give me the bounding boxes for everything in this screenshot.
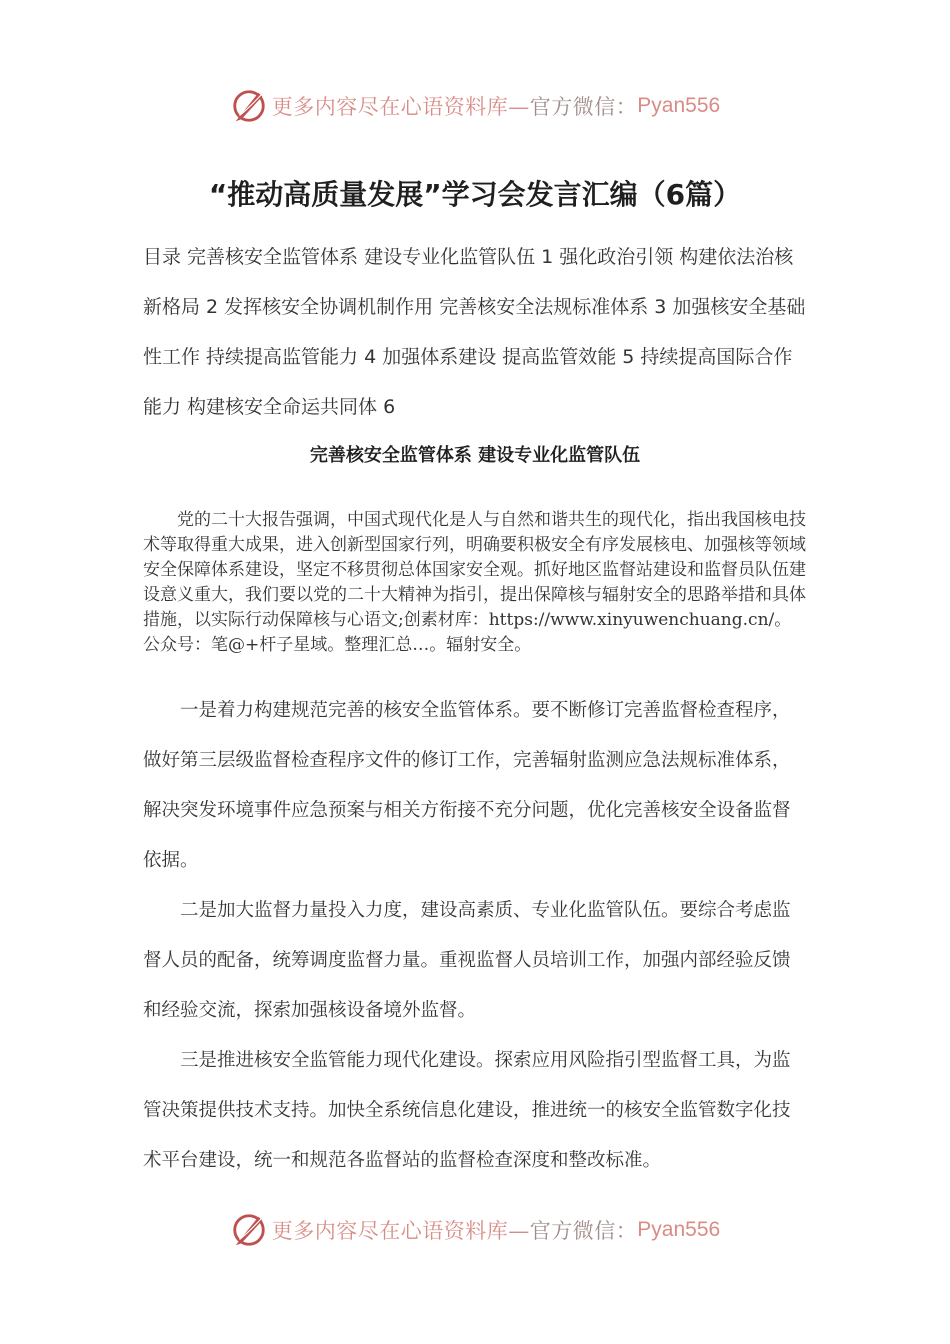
banner-wechat-label: 官方微信： xyxy=(529,95,638,119)
intro-paragraph: 党的二十大报告强调，中国式现代化是人与自然和谐共生的现代化，指出我国核电技术等取得重大成果，进入创新型国家行列，明确要积极安全有序发展核电、加强核等领域安全保障体系建设，坚定不移贯彻总体国家安全观。抓好地区监督站建设和监督员队伍建设意义重大，我们要以党的二十大精神为指引，提出保障核与辐射安全的思路举措和具体措施，以实际行动保障核与心语文;创素材库：https://www.xinyuwenchuang.cn/。公众号：笔@+杆子星域。整理汇总…。辐射安全。 xyxy=(143,510,806,655)
section-heading: 完善核安全监管体系 建设专业化监管队伍 xyxy=(309,445,641,466)
quill-logo-icon xyxy=(230,1211,268,1249)
table-of-contents: 目录 完善核安全监管体系 建设专业化监管队伍 1 强化政治引领 构建依法治核新格局 2 发挥核安全协调机制作用 完善核安全法规标准体系 3 加强核安全基础性工作 持续提高监管能力 4 加强体系建设 提高监管效能 5 持续提高国际合作能力 构建核安全命运共同体 6 xyxy=(143,246,806,418)
header-banner xyxy=(0,84,950,128)
quill-logo-icon xyxy=(230,87,268,125)
footer-wechat-label: 官方微信： xyxy=(529,1219,638,1243)
document-title: “推动高质量发展”学习会发言汇编（6篇） xyxy=(208,178,742,211)
paragraph-point-3: 三是推进核安全监管能力现代化建设。探索应用风险指引型监督工具，为监管决策提供技术支持。加快全系统信息化建设，推进统一的核安全监管数字化技术平台建设，统一和规范各监督站的监督检查深度和整改标准。 xyxy=(143,1050,791,1171)
footer-banner xyxy=(0,1208,950,1252)
banner-wechat-id: Pyan556 xyxy=(637,94,721,117)
footer-slogan: 更多内容尽在心语资料库— xyxy=(271,1219,530,1243)
paragraph-point-1: 一是着力构建规范完善的核安全监管体系。要不断修订完善监督检查程序，做好第三层级监督检查程序文件的修订工作，完善辐射监测应急法规标准体系，解决突发环境事件应急预案与相关方衔接不充分问题，优化完善核安全设备监督依据。 xyxy=(143,700,791,871)
banner-slogan: 更多内容尽在心语资料库— xyxy=(271,95,530,119)
footer-wechat-id: Pyan556 xyxy=(637,1218,721,1241)
paragraph-point-2: 二是加大监督力量投入力度，建设高素质、专业化监管队伍。要综合考虑监督人员的配备，统筹调度监督力量。重视监督人员培训工作，加强内部经验反馈和经验交流，探索加强核设备境外监督。 xyxy=(143,900,791,1021)
